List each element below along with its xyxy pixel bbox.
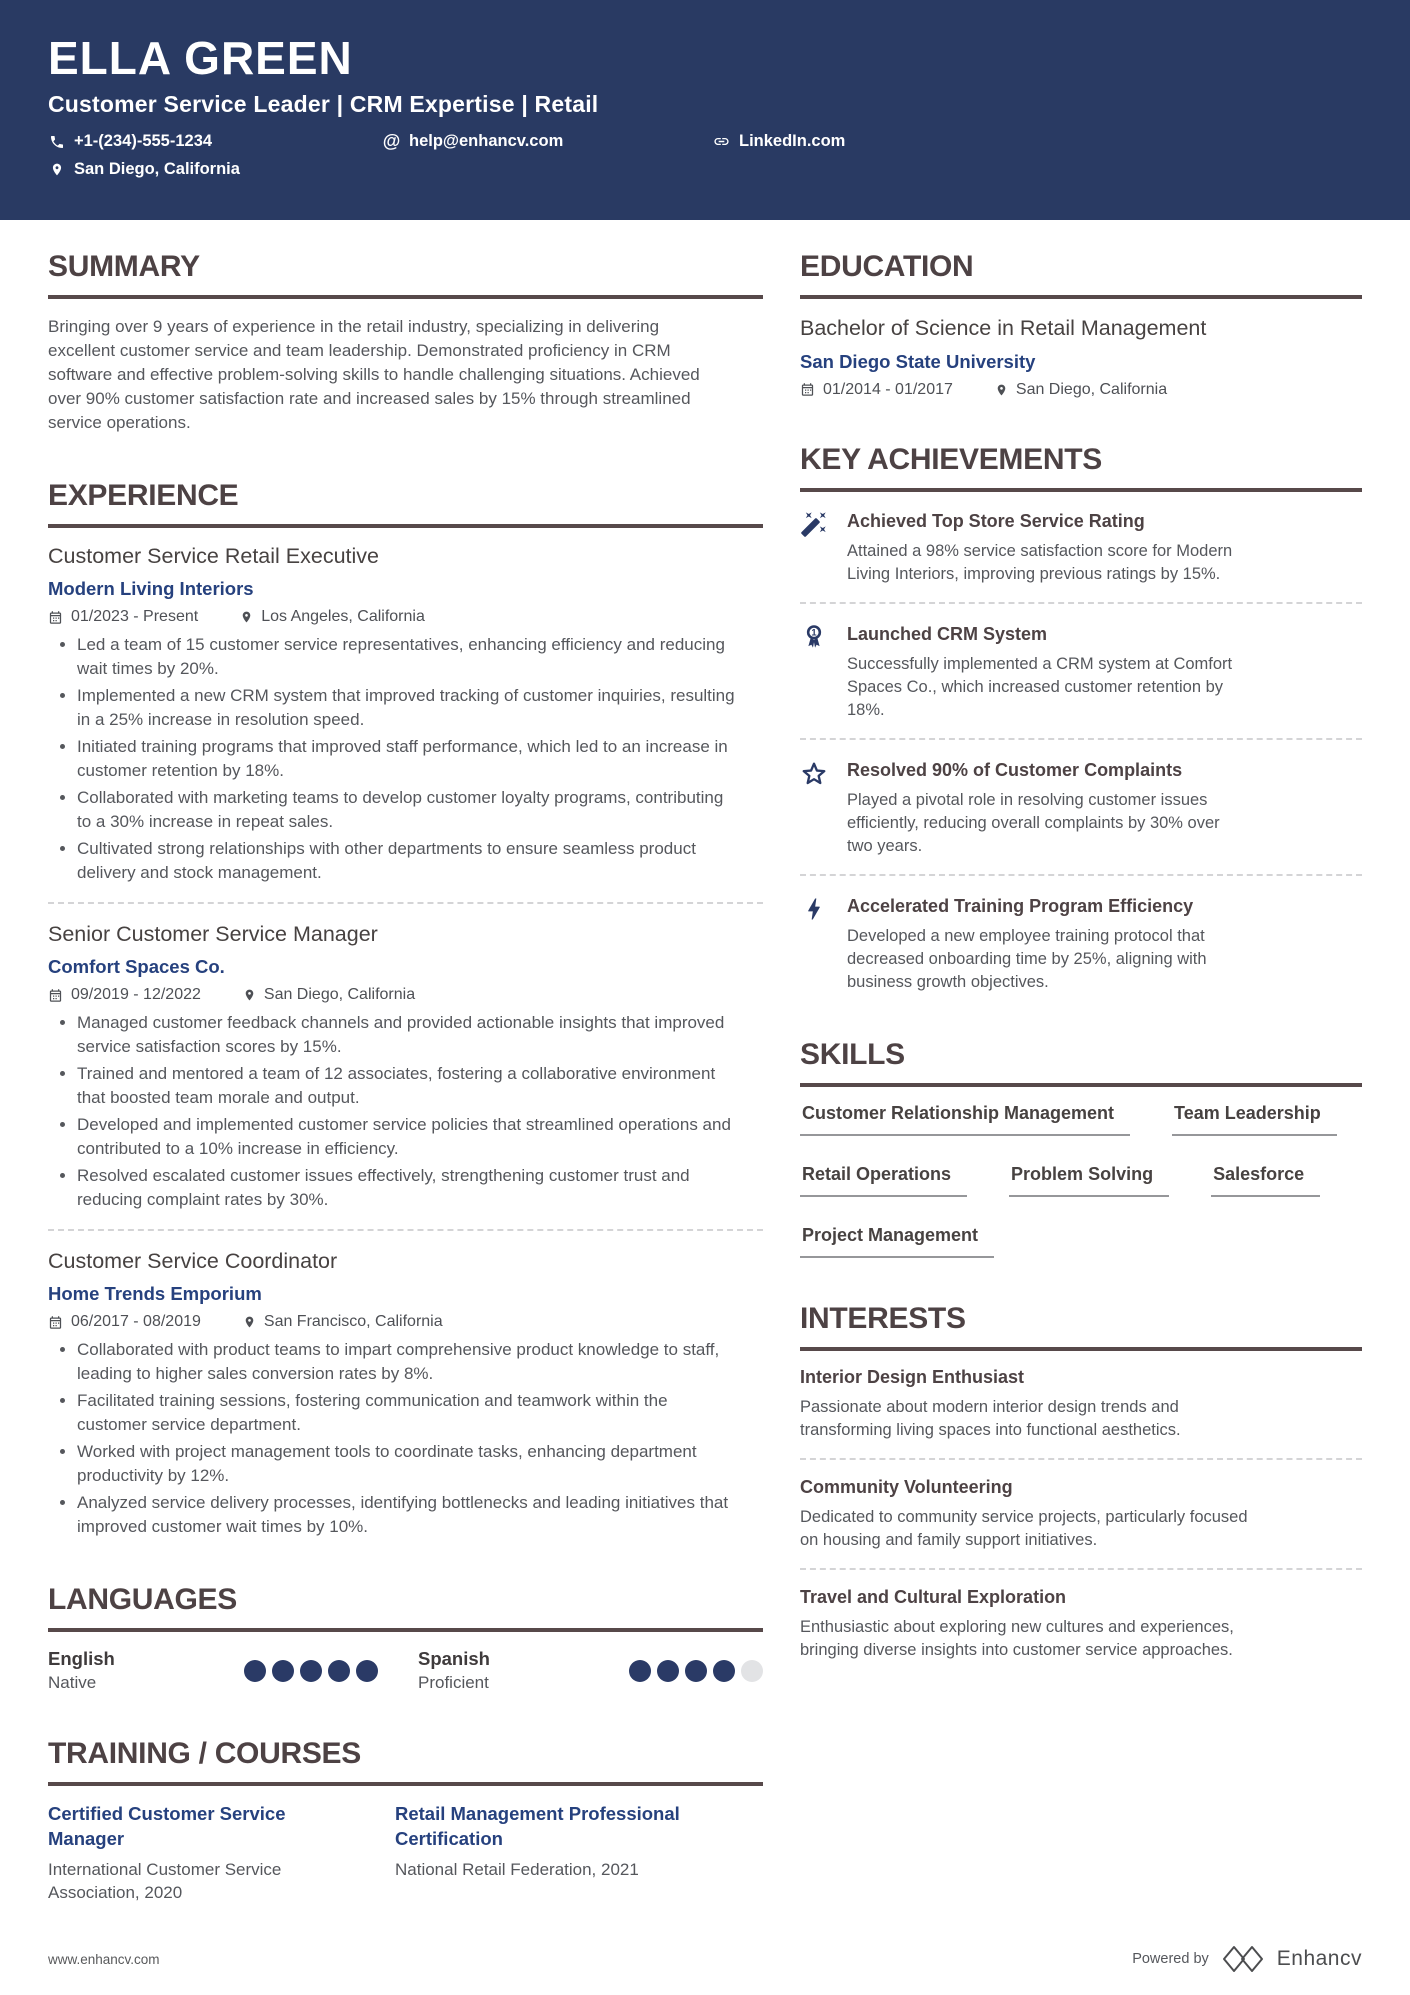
footer-branding <box>1132 1945 1362 1973</box>
education-location: San Diego, California <box>995 381 1167 399</box>
bullet: • Managed customer feedback channels and provided actionable insights that improved service satisfaction scores by 15%. <box>77 1011 737 1059</box>
bullet: • Resolved escalated customer issues effectively, strengthening customer trust and reducing complaint rates by 30%. <box>77 1164 737 1212</box>
interest-title: Community Volunteering <box>800 1476 1013 1497</box>
achievement-title: Resolved 90% of Customer Complaints <box>847 759 1183 780</box>
achievement-title: Achieved Top Store Service Rating <box>847 510 1145 531</box>
lightning-bolt-icon <box>800 893 832 994</box>
person-headline: Customer Service Leader | CRM Expertise | Retail <box>48 91 599 118</box>
interest-title: Interior Design Enthusiast <box>800 1366 1025 1387</box>
interest-text: Dedicated to community service projects, particularly focused on housing and family support initiatives. <box>800 1507 1248 1549</box>
enhancv-logo-icon <box>1220 1945 1266 1973</box>
company-name: Home Trends Emporium <box>48 1283 262 1304</box>
job-meta <box>48 608 763 626</box>
interest-item <box>800 1367 1362 1442</box>
achievements-section <box>800 443 1362 994</box>
job-location: Los Angeles, California <box>240 608 425 626</box>
bullet: • Implemented a new CRM system that improved tracking of customer inquiries, resulting in a 25% increase in resolution speed. <box>77 684 737 732</box>
bullet: • Worked with project management tools to coordinate tasks, enhancing department productivity by 12%. <box>77 1440 737 1488</box>
location-pin-icon <box>243 1314 256 1330</box>
date-range: 06/2017 - 08/2019 <box>48 1313 201 1331</box>
job-bullets <box>48 633 737 885</box>
skill-item: Project Management <box>800 1225 994 1258</box>
skill-item: Retail Operations <box>800 1164 967 1197</box>
location-pin-icon <box>240 609 253 625</box>
left-column <box>48 250 763 1905</box>
achievement-separator <box>800 738 1362 740</box>
course-item <box>395 1802 763 1905</box>
interests-heading: INTERESTS <box>800 1302 1362 1351</box>
language-dots <box>244 1660 378 1682</box>
email-item[interactable] <box>383 131 713 152</box>
job-entry <box>48 544 763 885</box>
location-pin-icon <box>48 161 65 178</box>
achievement-title: Launched CRM System <box>847 623 1048 644</box>
bullet: • Developed and implemented customer service policies that streamlined operations and contributed to a 10% increase in efficiency. <box>77 1113 737 1161</box>
proficiency-dot-filled <box>713 1660 735 1682</box>
job-entry <box>48 922 763 1212</box>
language-dots <box>629 1660 763 1682</box>
location-pin-icon <box>243 987 256 1003</box>
bullet: • Led a team of 15 customer service representatives, enhancing efficiency and reducing wait times by 20%. <box>77 633 737 681</box>
bullet: • Collaborated with product teams to impart comprehensive product knowledge to staff, leading to higher sales conversion rates by 8%. <box>77 1338 737 1386</box>
achievement-text: Played a pivotal role in resolving customer issues efficiently, reducing overall complaints by 30% over two years. <box>847 790 1220 855</box>
achievements-heading: KEY ACHIEVEMENTS <box>800 443 1362 492</box>
star-icon <box>800 757 832 858</box>
date-range: 01/2014 - 01/2017 <box>800 381 953 399</box>
phone-number: +1-(234)-555-1234 <box>74 132 213 151</box>
training-section <box>48 1737 763 1905</box>
proficiency-dot-filled <box>300 1660 322 1682</box>
interest-item <box>800 1477 1362 1552</box>
location-label: San Diego, California <box>74 160 240 179</box>
interest-title: Travel and Cultural Exploration <box>800 1586 1067 1607</box>
medal-ribbon-icon <box>800 621 832 722</box>
phone-icon <box>48 134 65 150</box>
skills-list <box>800 1103 1362 1258</box>
course-title: Certified Customer Service Manager <box>48 1803 286 1849</box>
svg-text:1: 1 <box>811 627 817 638</box>
skill-item: Salesforce <box>1211 1164 1320 1197</box>
calendar-icon <box>48 988 63 1003</box>
languages-heading: LANGUAGES <box>48 1583 763 1632</box>
linkedin-label[interactable]: LinkedIn.com <box>739 132 846 151</box>
training-heading: TRAINING / COURSES <box>48 1737 763 1786</box>
date-range: 09/2019 - 12/2022 <box>48 986 201 1004</box>
contact-row <box>48 131 1362 179</box>
linkedin-item[interactable] <box>713 131 1362 152</box>
experience-section <box>48 479 763 1539</box>
header <box>0 0 1410 220</box>
skills-heading: SKILLS <box>800 1038 1362 1087</box>
skills-section <box>800 1038 1362 1258</box>
link-icon <box>713 133 730 150</box>
bullet: • Analyzed service delivery processes, identifying bottlenecks and leading initiatives that improved customer wait times by 10%. <box>77 1491 737 1539</box>
person-name: ELLA GREEN <box>48 32 353 84</box>
interest-separator <box>800 1458 1362 1460</box>
job-title: Customer Service Retail Executive <box>48 544 379 568</box>
language-level: Proficient <box>418 1673 489 1692</box>
achievement-separator <box>800 874 1362 876</box>
job-title: Senior Customer Service Manager <box>48 922 378 946</box>
bullet: • Collaborated with marketing teams to develop customer loyalty programs, contributing to a 30% increase in repeat sales. <box>77 786 737 834</box>
at-icon: @ <box>382 131 401 152</box>
bullet: • Trained and mentored a team of 12 associates, fostering a collaborative environment that boosted team morale and output. <box>77 1062 737 1110</box>
languages-section <box>48 1583 763 1693</box>
achievement-text: Successfully implemented a CRM system at Comfort Spaces Co., which increased customer retention by 18%. <box>847 654 1233 719</box>
training-grid <box>48 1802 763 1905</box>
job-separator <box>48 902 763 904</box>
education-heading: EDUCATION <box>800 250 1362 299</box>
achievement-item <box>800 621 1362 722</box>
proficiency-dot-filled <box>657 1660 679 1682</box>
job-meta <box>48 986 763 1004</box>
job-title: Customer Service Coordinator <box>48 1249 338 1273</box>
proficiency-dot-filled <box>244 1660 266 1682</box>
job-location: San Francisco, California <box>243 1313 443 1331</box>
interest-item <box>800 1587 1362 1662</box>
location-pin-icon <box>995 382 1008 398</box>
bullet: • Initiated training programs that improved staff performance, which led to an increase in customer retention by 18%. <box>77 735 737 783</box>
degree-title: Bachelor of Science in Retail Management <box>800 316 1207 340</box>
proficiency-dot-filled <box>272 1660 294 1682</box>
powered-by-label: Powered by <box>1132 1951 1209 1967</box>
bullet: • Facilitated training sessions, fostering communication and teamwork within the customer service department. <box>77 1389 737 1437</box>
job-meta <box>48 1313 763 1331</box>
language-level: Native <box>48 1673 97 1692</box>
company-name: Comfort Spaces Co. <box>48 956 225 977</box>
language-name: Spanish <box>418 1648 490 1669</box>
phone-item <box>48 131 383 152</box>
achievement-text: Developed a new employee training protocol that decreased onboarding time by 25%, aligning with business growth objectives. <box>847 926 1207 991</box>
interest-text: Enthusiastic about exploring new cultures and experiences, bringing diverse insights into customer service approaches. <box>800 1617 1234 1659</box>
company-name: Modern Living Interiors <box>48 578 254 599</box>
magic-wand-icon <box>800 508 832 586</box>
proficiency-dot-filled <box>328 1660 350 1682</box>
course-item <box>48 1802 353 1905</box>
course-org: National Retail Federation, 2021 <box>395 1859 639 1879</box>
bullet: • Cultivated strong relationships with other departments to ensure seamless product delivery and stock management. <box>77 837 737 885</box>
achievement-item <box>800 508 1362 586</box>
achievement-title: Accelerated Training Program Efficiency <box>847 895 1194 916</box>
proficiency-dot-filled <box>356 1660 378 1682</box>
skill-item: Team Leadership <box>1172 1103 1337 1136</box>
achievement-item <box>800 893 1362 994</box>
course-title: Retail Management Professional Certification <box>395 1803 680 1849</box>
job-entry <box>48 1249 763 1539</box>
proficiency-dot-empty <box>741 1660 763 1682</box>
skill-item: Customer Relationship Management <box>800 1103 1130 1136</box>
experience-heading: EXPERIENCE <box>48 479 763 528</box>
calendar-icon <box>48 610 63 625</box>
skill-item: Problem Solving <box>1009 1164 1169 1197</box>
job-bullets <box>48 1338 737 1539</box>
calendar-icon <box>800 382 815 397</box>
date-range: 01/2023 - Present <box>48 608 198 626</box>
achievement-text: Attained a 98% service satisfaction score for Modern Living Interiors, improving previous ratings by 15%. <box>847 541 1233 583</box>
email-address[interactable]: help@enhancv.com <box>409 132 564 151</box>
language-name: English <box>48 1648 115 1669</box>
summary-heading: SUMMARY <box>48 250 763 299</box>
summary-section <box>48 250 763 435</box>
footer-site-link[interactable]: www.enhancv.com <box>48 1952 160 1967</box>
interest-separator <box>800 1568 1362 1570</box>
summary-text: Bringing over 9 years of experience in the retail industry, specializing in delivering excellent customer service and team leadership. Demonstrated proficiency in CRM software and effective problem-solving skills to handle challenging situations. Achieved over 90% customer satisfaction rate and increased sales by 15% through streamlined service operations. <box>48 317 700 432</box>
interest-text: Passionate about modern interior design trends and transforming living spaces into functional aesthetics. <box>800 1397 1181 1439</box>
proficiency-dot-filled <box>685 1660 707 1682</box>
calendar-icon <box>48 1315 63 1330</box>
education-section <box>800 250 1362 399</box>
content-columns <box>0 220 1410 1905</box>
school-name: San Diego State University <box>800 350 1036 372</box>
job-separator <box>48 1229 763 1231</box>
achievement-separator <box>800 602 1362 604</box>
enhancv-brand-name: Enhancv <box>1276 1947 1362 1970</box>
location-item <box>48 160 383 179</box>
proficiency-dot-filled <box>629 1660 651 1682</box>
achievement-item <box>800 757 1362 858</box>
interests-section <box>800 1302 1362 1662</box>
language-item <box>48 1648 378 1693</box>
job-bullets <box>48 1011 737 1212</box>
language-item <box>418 1648 763 1693</box>
job-location: San Diego, California <box>243 986 415 1004</box>
course-org: International Customer Service Association, 2020 <box>48 1859 282 1902</box>
education-meta <box>800 381 1362 399</box>
right-column <box>800 250 1362 1905</box>
languages-grid <box>48 1648 763 1693</box>
